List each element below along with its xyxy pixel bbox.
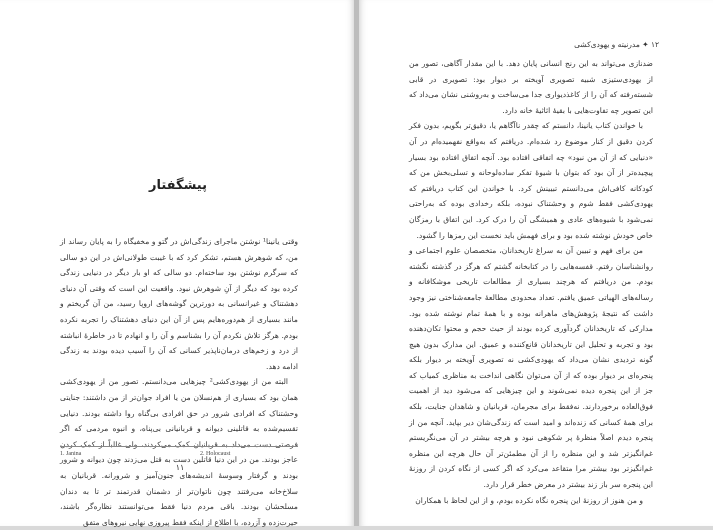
chapter-title: پیشگفتار: [148, 178, 207, 193]
left-page-body: [60, 234, 298, 530]
left-page-number: ۱۱: [175, 463, 185, 472]
left-paragraph-2: البته من از یهودی‌کشی² چیزهایی می‌دانستم. تصور من از یهودی‌کشی همان بود که بسیاری از هم‌نسلان من یا افراد جوان‌تر از من داشتند: جنایتی وحشتناک که افرادی شرور در حق افرادی بی‌گناه روا داشته بودند. دنیایی تقسیم‌شده به قاتلینی دیوانه و قربانیانی بی‌پناه، و انبوه مردمی که اگر فرصتی دست می‌داد به قربانیان کمک می‌کردند، ولی غالباً از کمک کردن عاجز بودند. من در این دنیا قاتلین دست به قتل می‌زدند چون دیوانه و شرور بودند و گرفتار وسوسهٔ اندیشه‌های جنون‌آمیز و شرورانه. قربانیان به سلاخ‌خانه می‌رفتند چون ناتوان‌تر از دشمنان قدرتمند تر تا به دندان مسلحشان بودند. باقی مردم دنیا فقط می‌توانستند نظاره‌گر باشند، حیرت‌زده و آزرده، با اطلاع از اینکه فقط پیروزی نهایی نیروهای متفق: [60, 377, 298, 527]
right-page-body: [409, 56, 653, 508]
right-paragraph-4: و من هنوز از روزنهٔ این پنجره نگاه نکرده بودم، و از این لحاظ با همکاران: [415, 495, 643, 505]
right-paragraph-2: با خواندن کتاب یانینا، دانستم که چقدر ناآگاهم یا، دقیق‌تر بگویم، بدون فکر کردن دقیق از کنار موضوع رد شده‌ام. دریافتم که به‌واقع نفهمیده‌ام در آن «دنیایی که از آن من نبود» چه اتفاقی افتاده بود. آنچه اتفاق افتاده بود بسیار پیچیده‌تر از آن بود که بتوان با شیوهٔ تفکر ساده‌لوحانه و تسلی‌بخش من که کودکانه کافی‌اش می‌دانستم تبیینش کرد. با خواندن این کتاب دریافتم که یهودی‌کشی فقط شوم و وحشتناک نبوده، بلکه رخدادی بوده که به‌راحتی نمی‌شود با شیوه‌های عادی و همیشگی آن را درک کرد. این اتفاق با رمزگان خاص خودش نوشته شده بود و برای فهمش باید نخست این رمزها را گشود.: [409, 121, 653, 240]
right-paragraph-1: ضدنازی می‌تواند به این رنج انسانی پایان دهد. با این مقدار آگاهی، تصور من از یهودی‌ستیزی شبیه تصویری آویخته بر دیوار بود: تصویری در قابی شسته‌رفته که آن را از کاغذدیواری جدا می‌ساخت و به‌روشنی نشان می‌داد که این تصویر چه تفاوت‌هایی با بقیهٔ اثاثیهٔ خانه دارد.: [409, 59, 653, 115]
footnote-1: 1. Janina: [60, 451, 82, 457]
left-paragraph-1: وقتی یانینا¹ نوشتن ماجرای زندگی‌اش در گتو و مخفیگاه را به پایان رساند از من، که شوهرش هستم، تشکر کرد که با غیبت طولانی‌اش در این دو سالی که سرگرم نوشتن بود ساخته‌ام. دو سالی که او بار دیگر در دنیایی زندگی کرده بود که دیگر از آنِ شوهرش نبود. واقعیت این است که وقتی آن دنیای دهشتناک و غیرانسانی به دورترین گوشه‌های اروپا رسید، من آن گریختم و مانند بسیاری از هم‌دوره‌هایم پس از آن این دنیای دهشتناک را تجربه نکرده بودم. هرگز تلاش نکردم آن را بشناسم و آن را و انهادم تا در خاطرهٔ انباشته از درد و زخم‌های درمان‌ناپذیر کسانی که آن را آسیب دیده بودند به زندگی ادامه دهد.: [60, 237, 298, 371]
footnote-2: 2. Holocaust: [200, 451, 231, 457]
footnote-divider: [60, 446, 298, 447]
right-paragraph-3: من برای فهم و تبیین آن به سراغ تاریخدانان، متخصصان علوم اجتماعی و روانشناسان رفتم. قفسه‌هایی را در کتابخانه گشتم که هرگز در گذشته نگشته بودم. من دریافتم که هرچند بسیاری از مطالعات تاریخی موشکافانه و رساله‌های الهیاتی عمیق یافتم. تعداد محدودی مطالعهٔ جامعه‌شناختی نیز وجود داشت که نتیجهٔ پژوهش‌های ماهرانه بوده و با همهٔ تمام نوشته شده بود. مدارکی که تاریخدانان گردآوری کرده بودند از حیث حجم و محتوا تکان‌دهنده بود و تجربه و تحلیل این تاریخدانان قانع‌کننده و عمیق. این مدارک بدون هیچ گونه تردیدی نشان می‌داد که یهودی‌کشی نه تصویری آویخته بر دیوار بلکه پنجره‌ای بر دیوار بوده که از آن می‌توان نگاهی انداخت به مناظری کمیاب که جز از این پنجره دیده نمی‌شوند و این چیزهایی که می‌شود دید از اهمیت فوق‌العاده برخوردارند. نه‌فقط برای مجرمان، قربانیان و شاهدان جنایت، بلکه برای همهٔ کسانی که زنده‌اند و امید است که زندگی‌شان دیر بپاید. آنچه من از پنجره دیدم اصلاً منظرهٔ پر ‌شکوهی نبود و هرچه بیشتر در آن می‌نگریستم غم‌انگیزتر شد و این منظره را از آن مطمئن‌تر آن حال هرچه این منظره غم‌انگیزتر بود بیشتر مرا متقاعد می‌کرد که اگر کسی از نگاه کردن از روزنهٔ این پنجره سر باز زند بیشتر در معرض خطر قرار دارد.: [409, 246, 653, 490]
running-head: ۱۲ ✦ مدرنیته و یهودی‌کشی: [574, 40, 659, 49]
